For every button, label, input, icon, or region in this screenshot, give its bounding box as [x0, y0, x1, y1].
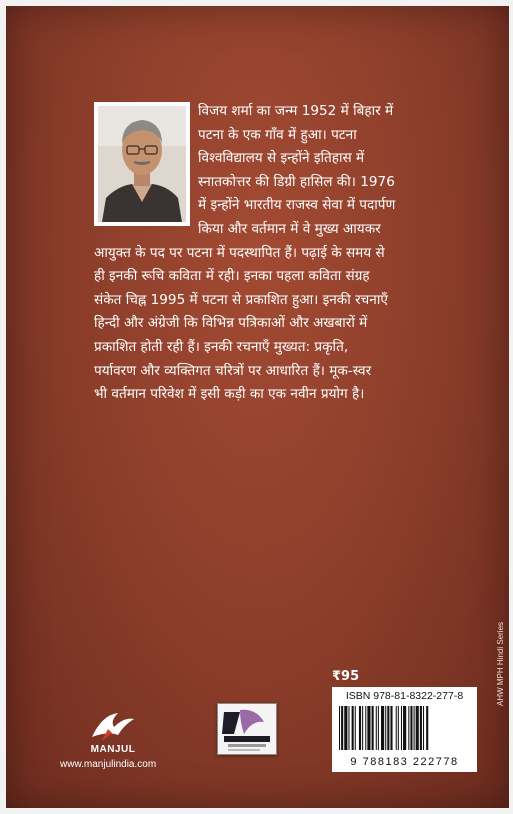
- bio-line: विजय शर्मा का जन्म 1952 में बिहार में: [198, 103, 394, 119]
- bio-line: पर्यावरण और व्यक्तिगत चरित्रों पर आधारित हैं। मूक-स्वर: [94, 362, 372, 379]
- bio-line: आयुक्त के पद पर पटना में पदस्थापित हैं। पढ़ाई के समय से: [94, 244, 385, 261]
- bio-line: प्रकाशित होती रही हैं। इनकी रचनाएँ मुख्यत: प्रकृति,: [94, 338, 349, 355]
- author-bio: [94, 100, 494, 407]
- publisher-name: MANJUL: [90, 744, 136, 755]
- distributor-sticker: [217, 703, 277, 755]
- publisher-website: www.manjulindia.com: [60, 759, 157, 770]
- bio-line: ही इनकी रूचि कविता में रही। इनका पहला कविता संग्रह: [94, 268, 370, 285]
- distributor-logo-icon: [218, 704, 276, 754]
- series-label: AHW MPH Hindi Series: [496, 621, 505, 706]
- barcode-panel: [332, 687, 477, 772]
- price-label: ₹95: [332, 669, 360, 684]
- bio-line: पटना के एक गाँव में हुआ। पटना: [198, 126, 357, 143]
- isbn-label: ISBN 978-81-8322-277-8: [345, 690, 464, 702]
- publisher-logo: [88, 707, 138, 755]
- barcode-icon: [337, 706, 472, 750]
- bio-line: भी वर्तमान परिवेश में इसी कड़ी का एक नवीन प्रयोग है।: [94, 386, 365, 403]
- manjul-bird-icon: [88, 707, 138, 743]
- bio-line: में इन्होंने भारतीय राजस्व सेवा में पदार्पण: [198, 197, 396, 214]
- bio-line: संकेत चिह्न 1995 में पटना से प्रकाशित हुआ। इनकी रचनाएँ: [94, 291, 388, 308]
- bio-line: किया और वर्तमान में वे मुख्य आयकर: [198, 220, 381, 237]
- barcode-digits: 9 788183 222778: [350, 756, 459, 768]
- bio-line: हिन्दी और अंग्रेजी कि विभिन्न पत्रिकाओं और अखबारों में: [94, 315, 368, 332]
- book-back-cover: [6, 6, 509, 808]
- bio-line: विश्वविद्यालय से इन्होंने इतिहास में: [198, 150, 365, 167]
- bio-line: स्नातकोत्तर की डिग्री हासिल की। 1976: [198, 173, 395, 190]
